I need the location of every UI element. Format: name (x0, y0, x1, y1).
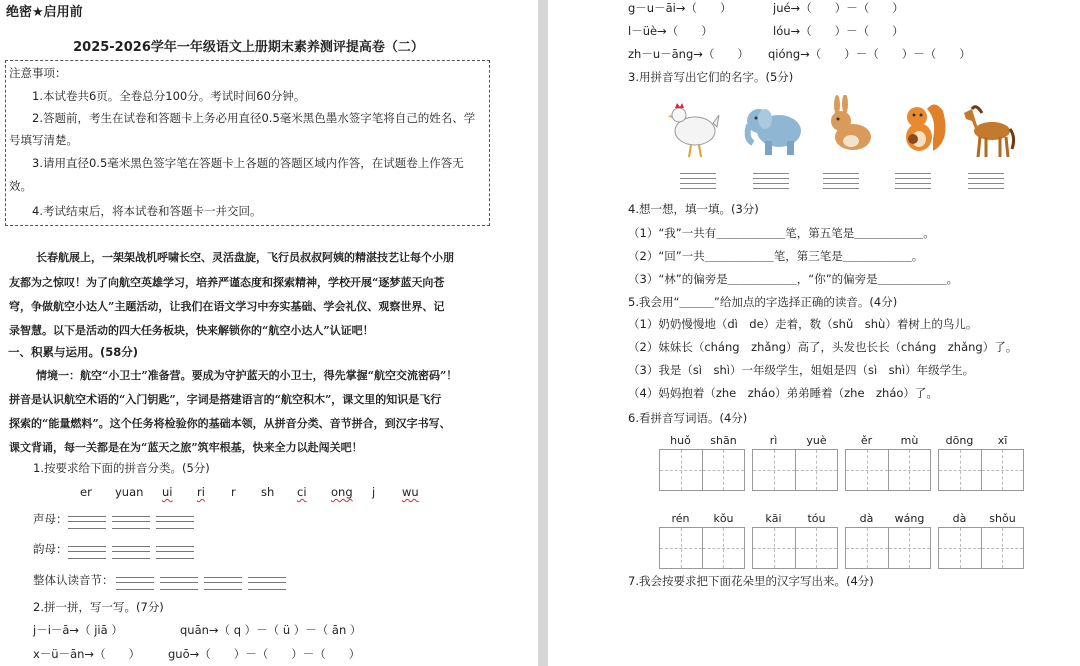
syllable-item: j (372, 485, 376, 499)
finals-answer-lines[interactable] (68, 542, 200, 561)
spell-item[interactable]: l－üè→（ ） (628, 24, 713, 38)
pinyin-label: tóu (807, 512, 826, 525)
syllable-item: r (231, 485, 236, 499)
pinyin-label: wáng (894, 512, 925, 525)
notice-title: 注意事项： (9, 66, 67, 80)
syllable-item: wu (402, 485, 419, 499)
pinyin-label: rén (671, 512, 690, 525)
notice-line: 号填写清楚。 (9, 133, 78, 147)
reading-item[interactable]: （3）我是（sì shì）一年级学生，姐姐是四（sì shì）年级学生。 (628, 363, 975, 377)
tian-cell[interactable] (939, 528, 982, 568)
spell-item[interactable]: lóu→（ ）－（ ） (773, 24, 904, 38)
spell-item[interactable]: x－ü－ān→（ ） (33, 647, 141, 661)
reading-item[interactable]: （1）奶奶慢慢地（dì de）走着，数（shǔ shù）着树上的鸟儿。 (628, 317, 978, 331)
notice-line: 2.答题前，考生在试卷和答题卡上务必用直径0.5毫米黑色墨水签字笔将自己的姓名、学 (32, 111, 476, 125)
reading-item[interactable]: （4）妈妈抱着（zhe zháo）弟弟睡着（zhe zháo）了。 (628, 386, 938, 400)
answer-lines[interactable] (823, 173, 859, 189)
answer-lines[interactable] (895, 173, 931, 189)
answer-lines[interactable] (680, 173, 716, 189)
tian-cell[interactable] (660, 528, 703, 568)
pinyin-label: huǒ (670, 434, 691, 447)
question-7: 7.我会按要求把下面花朵里的汉字写出来。(4分) (628, 574, 874, 588)
scene-line: 探索的“能量燃料”。这个任务将检验你的基础本领，从拼音分类、音节拼合，到汉字书写、 (9, 417, 451, 430)
tian-cell[interactable] (846, 450, 889, 490)
tian-cell[interactable] (982, 528, 1024, 568)
page-gap (538, 0, 548, 666)
notice-line: 1.本试卷共6页。全卷总分100分。考试时间60分钟。 (32, 89, 306, 103)
pinyin-label: kāi (765, 512, 782, 525)
tian-cell[interactable] (753, 528, 796, 568)
scene-line: 情境一：航空“小卫士”准备营。要成为守护蓝天的小卫士，得先掌握“航空交流密码”！ (36, 369, 458, 382)
answer-lines[interactable] (968, 173, 1004, 189)
initials-answer-lines[interactable] (68, 512, 200, 531)
fill-item[interactable]: （1）“我”一共有＿＿＿＿＿＿笔，第五笔是＿＿＿＿＿＿。 (628, 226, 935, 240)
squirrel-picture (895, 95, 951, 161)
pinyin-label: dà (859, 512, 874, 525)
tian-cell[interactable] (889, 528, 931, 568)
reading-item[interactable]: （2）妹妹长（cháng zhǎng）高了，头发也长长（cháng zhǎng）了。 (628, 340, 1018, 354)
question-2: 2.拼一拼，写一写。(7分) (33, 600, 164, 614)
tian-cell[interactable] (660, 450, 703, 490)
right-page (588, 0, 1080, 666)
intro-line: 录智慧。以下是活动的四大任务板块，快来解锁你的“航空小达人”认证吧！ (9, 324, 374, 337)
elephant-picture (743, 95, 805, 161)
writing-grid[interactable] (845, 449, 931, 491)
spell-item[interactable]: guō→（ ）－（ ）－（ ） (168, 647, 361, 661)
tian-cell[interactable] (753, 450, 796, 490)
whole-syllable-answer-lines[interactable] (116, 573, 292, 592)
horse-picture (960, 95, 1016, 161)
whole-syllable-label: 整体认读音节： (33, 573, 114, 587)
tian-cell[interactable] (703, 528, 745, 568)
pinyin-label: dōng (945, 434, 974, 447)
syllable-item: sh (261, 485, 275, 499)
notice-line: 效。 (9, 179, 32, 193)
spell-item[interactable]: zh－u－āng→（ ） (628, 47, 749, 61)
syllable-item: er (80, 485, 92, 499)
pinyin-label: shān (710, 434, 737, 447)
syllable-item: ci (297, 485, 307, 499)
syllable-row (0, 487, 497, 501)
spell-item[interactable]: jué→（ ）－（ ） (773, 1, 904, 15)
writing-grid[interactable] (752, 449, 838, 491)
section-heading: 一、积累与运用。(58分) (8, 345, 139, 359)
writing-grid[interactable] (659, 449, 745, 491)
pinyin-label: shǒu (989, 512, 1016, 525)
syllable-item: ri (197, 485, 205, 499)
question-5: 5.我会用“＿＿＿”给加点的字选择正确的读音。(4分) (628, 295, 898, 309)
left-page (0, 0, 497, 666)
chicken-picture (665, 95, 721, 161)
writing-grid[interactable] (938, 527, 1024, 569)
notice-box (5, 60, 490, 226)
writing-grid[interactable] (659, 527, 745, 569)
pinyin-label: ěr (860, 434, 873, 447)
pinyin-label: xī (997, 434, 1008, 447)
word-writing-area (588, 430, 1080, 575)
fill-item[interactable]: （3）“林”的偏旁是＿＿＿＿＿＿，“你”的偏旁是＿＿＿＿＿＿。 (628, 272, 959, 286)
pinyin-label: kǒu (713, 512, 734, 525)
scene-line: 课文背诵，每一关都是在为“蓝天之旅”筑牢根基，快来全力以赴闯关吧！ (9, 441, 363, 454)
notice-line: 3.请用直径0.5毫米黑色签字笔在答题卡上各题的答题区域内作答，在试题卷上作答无 (32, 156, 464, 170)
spell-item[interactable]: j－i－ā→（ jiā ） (33, 623, 123, 637)
notice-line: 4.考试结束后，将本试卷和答题卡一并交回。 (32, 204, 262, 218)
exam-title: 2025-2026学年一年级语文上册期末素养测评提高卷（二） (73, 40, 424, 55)
syllable-item: ui (162, 485, 173, 499)
tian-cell[interactable] (939, 450, 982, 490)
intro-line: 友都为之惊叹！为了向航空英雄学习，培养严谨态度和探索精神，学校开展“逐梦蓝天向苍 (9, 276, 445, 289)
syllable-item: yuan (115, 485, 144, 499)
intro-line: 长春航展上，一架架战机呼啸长空、灵活盘旋，飞行员叔叔阿姨的精湛技艺让每个小朋 (36, 251, 454, 264)
rabbit-picture (823, 95, 879, 161)
question-3: 3.用拼音写出它们的名字。(5分) (628, 70, 794, 84)
pinyin-label: dà (952, 512, 967, 525)
question-6: 6.看拼音写词语。(4分) (628, 411, 748, 425)
writing-grid[interactable] (752, 527, 838, 569)
tian-cell[interactable] (889, 450, 931, 490)
writing-grid[interactable] (845, 527, 931, 569)
pinyin-label: yuè (806, 434, 827, 447)
question-1: 1.按要求给下面的拼音分类。(5分) (33, 461, 210, 475)
tian-cell[interactable] (982, 450, 1024, 490)
tian-cell[interactable] (796, 528, 838, 568)
initials-label: 声母： (33, 512, 68, 526)
scene-line: 拼音是认识航空术语的“入门钥匙”，字词是搭建语言的“航空积木”，课文里的知识是飞行 (9, 393, 442, 406)
tian-cell[interactable] (846, 528, 889, 568)
question-4: 4.想一想，填一填。(3分) (628, 202, 759, 216)
syllable-item: ong (331, 485, 353, 499)
writing-grid[interactable] (938, 449, 1024, 491)
spell-item[interactable]: quān→（ q ）－（ ü ）－（ ān ） (180, 623, 362, 637)
intro-line: 穹，争做航空小达人”主题活动，让我们在语文学习中夯实基础、学会礼仪、观察世界、记 (9, 300, 445, 313)
confidential-header: 绝密★启用前 (6, 5, 83, 20)
finals-label: 韵母： (33, 542, 68, 556)
pinyin-label: mù (900, 434, 919, 447)
tian-cell[interactable] (796, 450, 838, 490)
fill-item[interactable]: （2）“回”一共＿＿＿＿＿＿笔，第三笔是＿＿＿＿＿＿。 (628, 249, 924, 263)
pinyin-label: rì (769, 434, 778, 447)
answer-lines[interactable] (753, 173, 789, 189)
tian-cell[interactable] (703, 450, 745, 490)
spell-item[interactable]: g－u－āi→（ ） (628, 1, 732, 15)
spell-item[interactable]: qióng→（ ）－（ ）－（ ） (768, 47, 971, 61)
